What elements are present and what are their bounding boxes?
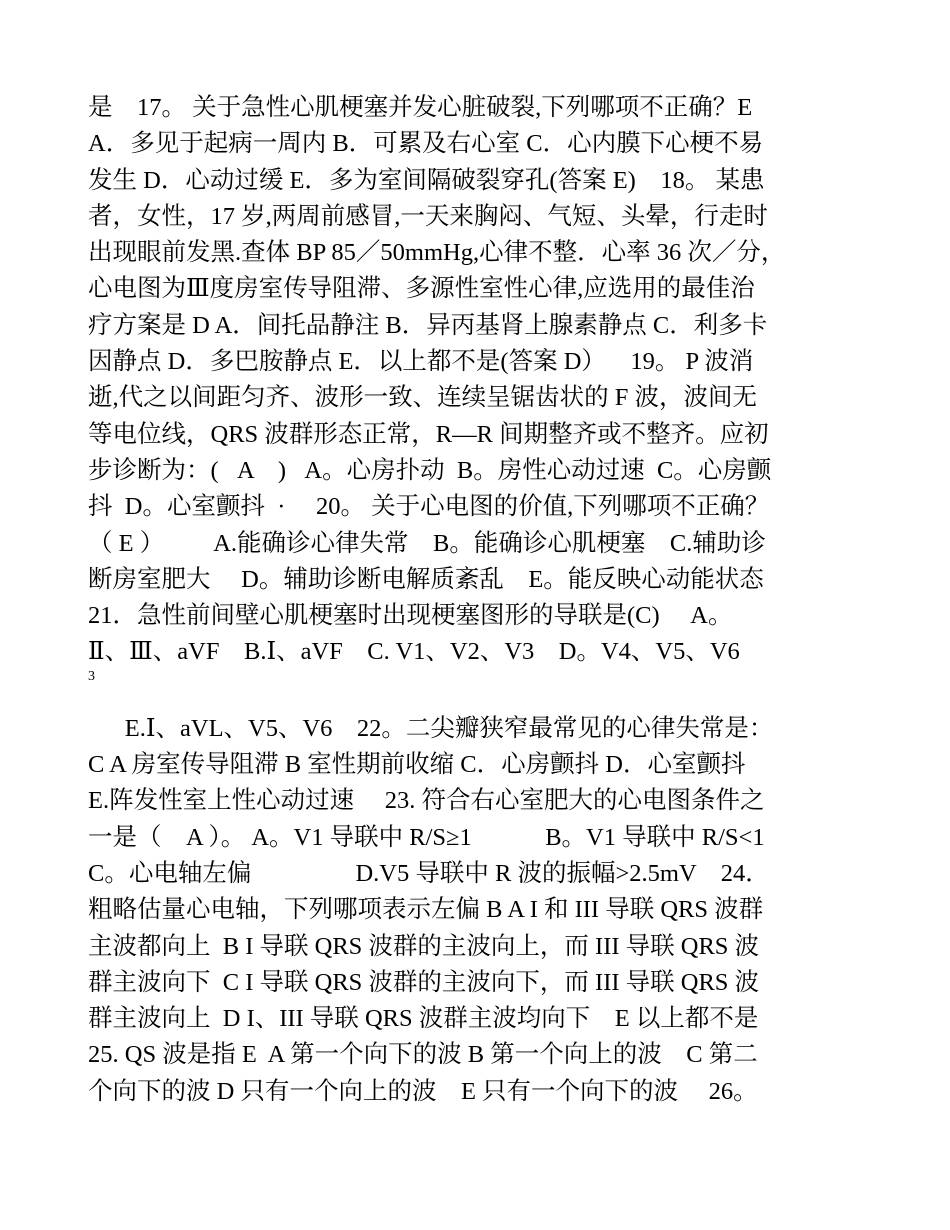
text-line: 群主波向上 D I、III 导联 QRS 波群主波均向下 E 以上都不是 (88, 1005, 759, 1033)
text-line: 个向下的波 D 只有一个向上的波 E 只有一个向下的波 26。 (88, 1077, 758, 1105)
text-line: 步诊断为：( A ) A。心房扑动 B。房性心动过速 C。心房颤 (88, 456, 772, 484)
text-line: C。心电轴左偏 D.V5 导联中 R 波的振幅>2.5mV 24． (88, 859, 770, 887)
text-line: A．多见于起病一周内 B．可累及右心室 C．心内膜下心梗不易 (88, 130, 764, 158)
document-page (88, 90, 868, 1110)
text-block-bottom (88, 711, 868, 1110)
text-line: E.Ⅰ、aVL、V5、V6 22。二尖瓣狭窄最常见的心律失常是： (88, 714, 774, 742)
text-line: Ⅱ、Ⅲ、aVF B.Ⅰ、aVF C. V1、V2、V3 D。V4、V5、V6 (88, 638, 740, 666)
text-line: 25. QS 波是指 E A 第一个向下的波 B 第一个向上的波 C 第二 (88, 1041, 758, 1069)
text-line: 群主波向下 C I 导联 QRS 波群的主波向下，而 III 导联 QRS 波 (88, 968, 760, 996)
text-line: 出现眼前发黑.查体 BP 85／50mmHg,心律不整．心率 36 次／分， (88, 239, 786, 267)
text-line: 疗方案是 D A．间托品静注 B．异丙基肾上腺素静点 C．利多卡 (88, 311, 768, 339)
text-line: 抖 D。心室颤抖 · 20。 关于心电图的价值,下列哪项不正确？ (88, 493, 770, 521)
text-line: 心电图为Ⅲ度房室传导阻滞、多源性室性心律,应选用的最佳治 (88, 275, 755, 303)
text-line: 因静点 D．多巴胺静点 E．以上都不是(答案 D） 19。 P 波消 (88, 348, 754, 376)
text-line: 者，女性，17 岁,两周前感冒,一天来胸闷、气短、头晕，行走时 (88, 202, 768, 230)
text-line: E.阵发性室上性心动过速 23. 符合右心室肥大的心电图条件之 (88, 787, 765, 815)
text-line: 粗略估量心电轴，下列哪项表示左偏 B A I 和 III 导联 QRS 波群 (88, 896, 764, 924)
text-line: 是 17。 关于急性心肌梗塞并发心脏破裂,下列哪项不正确？E (88, 94, 753, 121)
text-line: （ E ） A.能确诊心律失常 B。能确诊心肌梗塞 C.辅助诊 (88, 529, 766, 557)
text-block-top (88, 90, 868, 671)
text-line: 断房室肥大 D。辅助诊断电解质紊乱 E。能反映心动能状态 (88, 565, 764, 593)
text-line: 主波都向上 B I 导联 QRS 波群的主波向上，而 III 导联 QRS 波 (88, 932, 760, 960)
text-line: 等电位线，QRS 波群形态正常，R—R 间期整齐或不整齐。应初 (88, 420, 769, 448)
text-line: 发生 D．心动过缓 E．多为室间隔破裂穿孔(答案 E) 18。 某患 (88, 166, 765, 194)
text-line: 一是（ A ）。 A。V1 导联中 R/S≥1 B。V1 导联中 R/S<1 (88, 823, 765, 851)
page-number: 3 (88, 668, 95, 684)
text-line: C A 房室传导阻滞 B 室性期前收缩 C．心房颤抖 D．心室颤抖 (88, 751, 746, 779)
text-line: 逝,代之以间距匀齐、波形一致、连续呈锯齿状的 F 波，波间无 (88, 384, 757, 412)
text-line: 21．急性前间壁心肌梗塞时出现梗塞图形的导联是(C) A。 (88, 602, 733, 630)
